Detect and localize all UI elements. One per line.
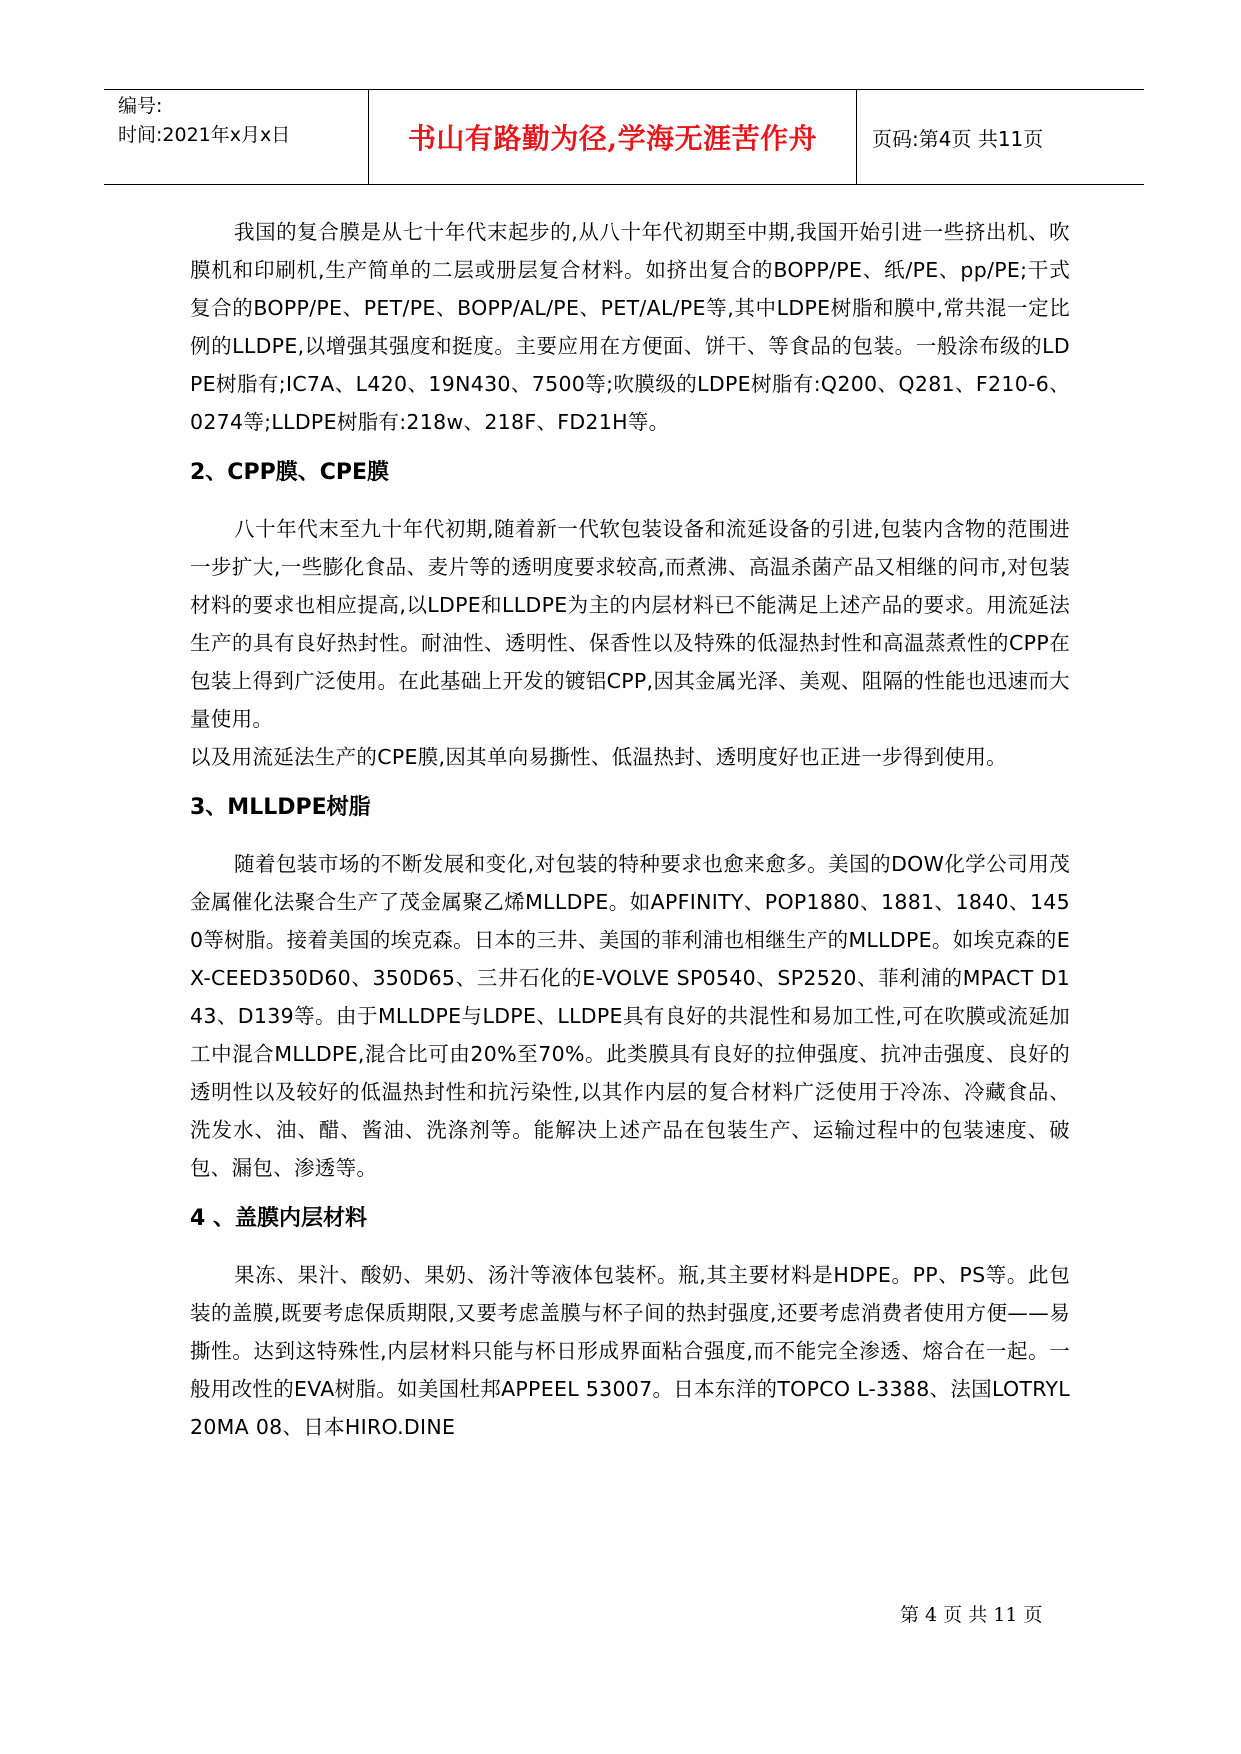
paragraph: 以及用流延法生产的CPE膜,因其单向易撕性、低温热封、透明度好也正进一步得到使用。: [190, 745, 1007, 769]
time-label: 时间:2021年x月x日: [118, 124, 291, 146]
section-heading: 4 、盖膜内层材料: [190, 1206, 367, 1231]
paragraph: 随着包装市场的不断发展和变化,对包装的特种要求也愈来愈多。美国的DOW化学公司用茂金属催化法聚合生产了茂金属聚乙烯MLLDPE。如APFINITY、POP1880、1881、1840、1450等树脂。接着美国的埃克森。日本的三井、美国的菲利浦也相继生产的MLLDPE。如埃克森的EX-CEED350D60、350D65、三井石化的E-VOLVE SP0540、SP2520、菲利浦的MPACT D143、D139等。由于MLLDPE与LDPE、LLDPE具有良好的共混性和易加工性,可在吹膜或流延加工中混合MLLDPE,混合比可由20%至70%。此类膜具有良好的拉伸强度、抗冲击强度、良好的透明性以及较好的低温热封性和抗污染性,以其作内层的复合材料广泛使用于冷冻、冷藏食品、洗发水、油、醋、酱油、洗涤剂等。能解决上述产品在包装生产、运输过程中的包装速度、破包、漏包、渗透等。: [190, 852, 1070, 1180]
page-info: 页码:第4页 共11页: [872, 126, 1044, 151]
motto-text: 书山有路勤为径,学海无涯苦作舟: [407, 122, 818, 155]
header-motto-cell: [369, 90, 856, 184]
header-divider: [856, 90, 857, 184]
page-header: [104, 89, 1144, 185]
section-heading: 2、CPP膜、CPE膜: [190, 460, 389, 485]
document-body: [190, 213, 1070, 1446]
number-label: 编号:: [118, 95, 163, 117]
paragraph: 果冻、果汁、酸奶、果奶、汤汁等液体包装杯。瓶,其主要材料是HDPE。PP、PS等。此包装的盖膜,既要考虑保质期限,又要考虑盖膜与杯子间的热封强度,还要考虑消费者使用方便——易撕性。达到这特殊性,内层材料只能与杯日形成界面粘合强度,而不能完全渗透、熔合在一起。一般用改性的EVA树脂。如美国杜邦APPEEL 53007。日本东洋的TOPCO L-3388、法国LOTRYL 20MA 08、日本HIRO.DINE: [190, 1263, 1070, 1439]
page-footer: 第 4 页 共 11 页: [900, 1604, 1043, 1626]
paragraph: 八十年代末至九十年代初期,随着新一代软包装设备和流延设备的引进,包装内含物的范围进一步扩大,一些膨化食品、麦片等的透明度要求较高,而煮沸、高温杀菌产品又相继的问市,对包装材料的要求也相应提高,以LDPE和LLDPE为主的内层材料已不能满足上述产品的要求。用流延法生产的具有良好热封性。耐油性、透明性、保香性以及特殊的低湿热封性和高温蒸煮性的CPP在包装上得到广泛使用。在此基础上开发的镀铝CPP,因其金属光泽、美观、阻隔的性能也迅速而大量使用。: [190, 517, 1070, 731]
section-heading: 3、MLLDPE树脂: [190, 795, 371, 820]
header-meta: [118, 90, 368, 184]
paragraph: 我国的复合膜是从七十年代末起步的,从八十年代初期至中期,我国开始引进一些挤出机、吹膜机和印刷机,生产简单的二层或册层复合材料。如挤出复合的BOPP/PE、纸/PE、pp/PE;干式复合的BOPP/PE、PET/PE、BOPP/AL/PE、PET/AL/PE等,其中LDPE树脂和膜中,常共混一定比例的LLDPE,以增强其强度和挺度。主要应用在方便面、饼干、等食品的包装。一般涂布级的LDPE树脂有;IC7A、L420、19N430、7500等;吹膜级的LDPE树脂有:Q200、Q281、F210-6、0274等;LLDPE树脂有:218w、218F、FD21H等。: [190, 220, 1070, 434]
header-page-cell: [872, 90, 1144, 184]
